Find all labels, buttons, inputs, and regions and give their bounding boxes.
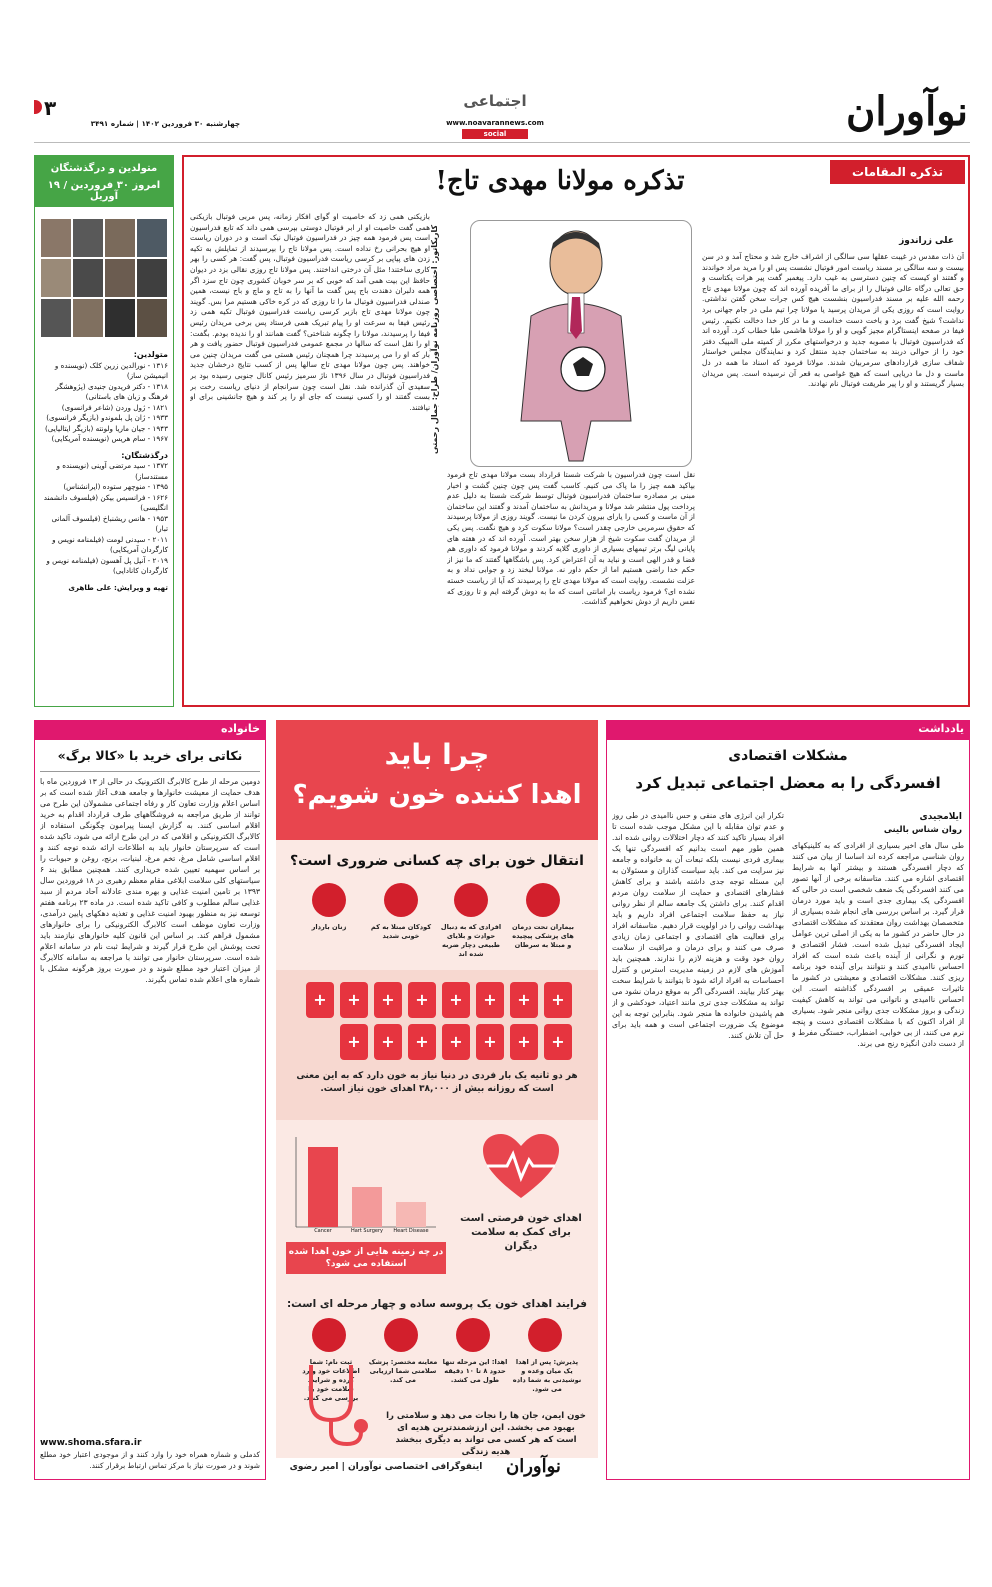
births-header <box>34 155 174 207</box>
masthead-rule <box>34 142 970 143</box>
born-item: ۱۹۳۳ - ژان پل بلموندو (بازیگر فرانسوی) <box>46 413 168 422</box>
bar-cancer <box>308 1147 338 1227</box>
step-label: پذیرش: پس از اهدا یک میان وعده و نوشیدنی به شما داده می شود. <box>512 1358 582 1393</box>
info-headline-1: چرا باید <box>384 738 490 771</box>
bar-chart-panel <box>286 1132 446 1282</box>
page-number-mark <box>34 100 42 114</box>
portrait-4 <box>40 218 72 258</box>
note-tag: یادداشت <box>606 720 970 740</box>
born-item: ۱۹۶۷ - سام هریس (نویسنده آمریکایی) <box>51 434 168 443</box>
bar-label: Cancer <box>314 1228 332 1234</box>
child-icon <box>384 883 418 917</box>
born-item: ۱۳۱۸ - دکتر فریدون جنیدی (پژوهشگر فرهنگ و زبان های باستانی) <box>55 381 168 401</box>
blood-bag-icon <box>340 982 368 1018</box>
who-label: زنان باردار <box>311 923 347 931</box>
blood-bag-icon <box>306 982 334 1018</box>
blood-bag-icon <box>544 1024 572 1060</box>
snack-icon <box>528 1318 562 1352</box>
masthead-website[interactable]: www.noavarannews.com <box>446 119 544 127</box>
blood-bag-icon <box>476 1024 504 1060</box>
patient-icon <box>526 883 560 917</box>
bar-question: در چه زمینه هایی از خون اهدا شده استفاده می شود؟ <box>286 1242 446 1274</box>
portrait-8 <box>40 258 72 298</box>
family-website[interactable]: www.shoma.sfara.ir <box>40 1438 142 1448</box>
portrait-10 <box>104 298 136 338</box>
born-item: ۱۸۲۱ - ژول وردن (شاعر فرانسوی) <box>61 402 168 412</box>
info-opportunity: اهدای خون فرصتی است برای کمک به سلامت دیگران <box>460 1213 582 1252</box>
portrait-6 <box>104 258 136 298</box>
blood-bag-icon <box>442 1024 470 1060</box>
blood-bag-icon <box>442 982 470 1018</box>
masthead-date: چهارشنبه ۳۰ فروردین ۱۴۰۲ | شماره ۳۴۹۱ <box>90 119 240 128</box>
family-tag: خانواده <box>34 720 266 740</box>
blood-bag-icon <box>374 1024 402 1060</box>
step-label: ثبت نام: شما اطلاعات خود وارد کرده و شرایط سلامت خود را بررسی می کنید. <box>302 1358 360 1402</box>
portrait-1 <box>136 218 168 258</box>
bar-label: Hart Surgery <box>350 1228 383 1234</box>
died-item: ۲۰۱۱ - سیدنی لومت (فیلمنامه نویس و کارگردان آمریکایی) <box>52 534 168 554</box>
masthead-section: اجتماعی <box>463 92 527 110</box>
blood-bag-icon <box>408 1024 436 1060</box>
blood-bag-icon <box>544 982 572 1018</box>
died-item: ۱۳۹۵ - منوچهر ستوده (ایرانشناس) <box>63 482 168 491</box>
who-label: بیماران تحت درمان های پزشکی پیچیده و مبتلا به سرطان <box>512 923 574 949</box>
caricature-credit: کاریکاتور: اختصاصی روزنامه نوآوران/ طراح: جمال رحمتی <box>430 225 439 455</box>
tazkara-headline: تذکره مولانا مهدی تاج! <box>435 166 685 196</box>
family-headline: نکاتی برای خرید با «کالا برگ» <box>57 748 243 763</box>
blood-bag-icon <box>340 1024 368 1060</box>
portrait-2 <box>104 218 136 258</box>
info-stat: هر دو ثانیه یک بار فردی در دنیا نیاز به خون دارد که به این معنی است که روزانه بیش از ۳۸,۰۰۰ اهدای خون نیاز است. <box>296 1071 578 1094</box>
step-label: معاینه مختصر: پزشک سلامتی شما ارزیابی می کند. <box>368 1358 438 1384</box>
portrait-3 <box>72 218 104 258</box>
who-label: افرادی که به دنبال حوادث و بلایای طبیعی دچار ضربه شده اند <box>440 923 502 958</box>
masthead-logo: نوآوران <box>845 88 968 135</box>
blood-bag-icon <box>374 982 402 1018</box>
info-process-title: فرایند اهدای خون یک پروسه ساده و چهار مرحله ای است: <box>286 1298 588 1310</box>
born-section <box>40 350 168 593</box>
masthead-section-en: social <box>462 129 528 139</box>
who-label: کودکان مبتلا به کم خونی شدید <box>370 923 432 940</box>
portrait-7 <box>72 258 104 298</box>
portrait-grid <box>40 218 168 338</box>
accident-icon <box>454 883 488 917</box>
portrait-9 <box>136 298 168 338</box>
info-headline-2: اهدا کننده خون شویم؟ <box>292 780 582 810</box>
died-item: ۲۰۱۹ - آنیل پل آهسون (فیلمنامه نویس و کارگردان کانادایی) <box>46 555 168 575</box>
family-body-2: کدملی و شماره همراه خود را وارد کنند و از موجودی اعتبار خود مطلع شوند و در صورت نیاز با مرکز تماس ارتباط برقرار کنند. <box>40 1450 260 1470</box>
tazkara-col-1: آن ذات مقدس در غیبت عقلها سی سالگی از اشراف خارج شد و محتاج آمد و در سن بیست و سه سالگی بر مسند ریاست امور فوتبال نشست پس او را مرید مراد خواندند و گفتند او کیست که چنین دسترسی به غیب دارد. پیغمبر گفت پیر هرات یکتاست و حق تعالی درگاه عالی فوتبال را از برای ما آفریده آورده اند که چون مولانا مهدی تاج رحمه الله علیه بر مسند فدراسیون بنشست هیچ کس جرات سخن گفتن نداشتی. روایت است که روزی یکی از مریدان پرسید یا مولانا چرا تیم ملی در جام جهانی برد نداشت؟ شیخ گفت برد و باخت دست خداست و ما در کار خدا دخالت نکنیم. رئیس فیفا در صفحه اینستاگرام مجیز گویی و او را مولانا هاشمی طبا خطاب کرد. آورده اند که فدراسیون فوتبال با مصوبه جدید و درخواستهای مکرر از کمیته ملی المپیک دفتر خود را از حوالی دربند به ساختمان جدید منتقل کرد و نمایندگان مجلس خواستار شفاف سازی قراردادهای سرمربیان شدند. مولانا فرمود که اسناد ما همه در دل ماست و دل ما دریایی است که هیچ غواصی به قعر آن نرسیده است. پس مریدان بسیار گریستند و او را پیر طریقت فوتبال نام نهادند. <box>702 252 964 389</box>
births-title-1: متولدین و درگذشتگان <box>50 163 158 174</box>
registration-icon <box>312 1318 346 1352</box>
note-author-title: روان شناس بالینی <box>883 825 962 835</box>
bar-label: Heart Disease <box>393 1228 429 1234</box>
portrait-5 <box>136 258 168 298</box>
info-logo: نوآوران <box>506 1456 561 1477</box>
blood-bag-icon <box>510 1024 538 1060</box>
blood-bag-icon <box>510 982 538 1018</box>
bar-heart-disease <box>396 1202 426 1227</box>
tazkara-tag: تذکره المقامات <box>830 160 965 184</box>
died-item: ۱۹۵۳ - هانس ریشنباخ (فیلسوف آلمانی تبار) <box>51 513 168 533</box>
died-item: ۱۳۷۲ - سید مرتضی آوینی (نویسنده و مستندساز) <box>56 461 168 481</box>
heart-panel <box>456 1132 586 1282</box>
family-body: دومین مرحله از طرح کالابرگ الکترونیک در حالی از ۱۳ فروردین ماه با هدف حمایت از معیشت خانوارها و جامعه هدف آغاز شده است که بر اساس اعلام وزارت تعاون کار و رفاه اجتماعی مشمولان این طرح می توانند از طریق مراجعه به فروشگاههای طرف قرارداد اقدام به خرید اقلام اساسی کنند. به گزارش ایسنا پیرامون چگونگی استفاده از کالابرگ الکترونیکی و اقلامی که در این طرح ارائه می شود، تاکید شده است که سرپرستان خانوار باید به اطلاعات ارائه شده توجه کنند و اقلام اساسی شامل مرغ، تخم مرغ، لبنیات، برنج، روغن و حبوبات را بر اساس سهمیه تعیین شده خریداری کنند. همچنین مطابق بند ۶ سیاستهای کلی سلامت ابلاغی مقام معظم رهبری در ۱۸ فروردین سال ۱۳۹۳ بر تامین امنیت غذایی و بهره مندی عادلانه آحاد مردم از سبد غذایی سالم مطلوب و کافی تاکید شده است. در ماده ۲۳ برنامه هفتم توسعه نیز به منظور بهبود امنیت غذایی و تغذیه دهکهای پایین درآمدی، وزارت تعاون موظف است کالابرگ الکترونیکی را برای خانوارهای مشمول فراهم کند. بر اساس این قانون کلیه خانوارهای نیازمند باید تحت پوشش این طرح قرار گیرند و شرایط ثبت نام در سامانه اعلام شده است. سرپرستان خانوار می توانند با مراجعه به سامانه کالابرگ از میزان اعتبار خود مطلع شوند و در صورت بروز هرگونه مشکل با شماره های اعلام شده تماس بگیرند. <box>40 777 260 984</box>
born-label: متولدین: <box>133 350 168 359</box>
page-number: ۳ <box>44 96 57 120</box>
note-kicker: مشکلات اقتصادی <box>728 748 848 764</box>
heart-pulse-icon <box>481 1132 561 1202</box>
info-closing: خون ایمن، جان ها را نجات می دهد و سلامتی را بهبود می بخشد. این ارزشمندترین هدیه ای است که هر کسی می تواند به دیگری ببخشد هدیه زندگی <box>386 1411 586 1457</box>
tazkara-author: علی زراندوز <box>899 236 954 246</box>
bar-heart-surgery <box>352 1187 382 1227</box>
infographic <box>276 720 598 1480</box>
exam-icon <box>384 1318 418 1352</box>
note-col-2: تکرار این انرژی های منفی و حس ناامیدی در طی روز و عدم توان مقابله با این مشکل موجب شده است تا افراد بسیار تاکید کنند که دچار اختلالات روانی شده اند. همین طور مهم است بدانیم که افسردگی تنها یک بیماری فردی نیست بلکه تبعات آن به خانواده و جامعه نیز سرایت می کند. باید سیاست گذاران و مسئولان به این مسئله توجه جدی داشته باشند و برای کاهش فشارهای اقتصادی و حمایت از سلامت روان مردم اقدام کنند. برای داشتن یک جامعه سالم از نظر روانی نیاز به حفظ سلامت اجتماعی افراد داریم و باید بهداشت روانی را در اولویت قرار دهیم. متاسفانه افراد برای فعالیت های اقتصادی و اجتماعی زمان زیادی صرف می کنند و برای درمان و مراقبت از سلامت روان خود وقت و هزینه لازم را ندارند. همچنین باید آموزش های لازم در زمینه مدیریت استرس و کنترل احساسات به افراد ارائه شود تا بتوانند با شرایط سخت بهتر کنار بیایند. افسردگی اگر به موقع درمان نشود می تواند به مشکلات جدی تری مانند اعتیاد، خودکشی و از هم پاشیدن خانواده ها منجر شود. بنابراین توجه به این موضوع یک ضرورت اجتماعی است و همه باید برای حل آن تلاش کنند. <box>612 811 784 1040</box>
usage-bar-chart <box>286 1132 446 1237</box>
family-headline-rule <box>40 771 260 772</box>
blood-bag-icon <box>476 982 504 1018</box>
caricature-box <box>470 220 692 467</box>
note-author-name: ایلامجیدی <box>919 812 962 822</box>
pregnant-icon <box>312 883 346 917</box>
note-col-1: طی سال های اخیر بسیاری از افرادی که به کلینیکهای روان شناسی مراجعه کرده اند اساسا از بیان می کنند که دچار افسردگی هستند و بیشتر آنها به شرایط اقتصادی اشاره می کنند. متاسفانه برخی از آنها تصور می کنند افسردگی یک ضعف شخصی است در حالی که افسردگی یک بیماری جدی است و باید مورد درمان قرار گیرد. بر اساس بررسی های انجام شده بسیاری از متخصصان بهداشت روان معتقدند که مشکلات اقتصادی در حال حاضر در کشور ما به یکی از اصلی ترین عوامل ایجاد افسردگی تبدیل شده است. فشار اقتصادی و تورم و نگرانی از آینده باعث شده است که افراد احساس ناامیدی کنند و نتوانند برای آینده خود برنامه ریزی کنند. مشکلات اقتصادی و معیشتی در کشور ما تاثیرات عمیقی بر افسردگی گذاشته است. این احساس ناامیدی و ناتوانی می تواند به کاهش کیفیت زندگی و بروز مشکلات جدی روانی منجر شود. بسیاری از افراد اکنون که با مشکلات اقتصادی دست و پنجه نرم می کنند، از بی خوابی، اضطراب، خستگی مفرط و از دست دادن انگیزه رنج می برند. <box>792 841 964 1048</box>
blood-bag-icon <box>408 982 436 1018</box>
portrait-12 <box>40 298 72 338</box>
born-item: ۱۳۱۶ - نورالدین زرین کلک (نویسنده و انیمیشن ساز) <box>54 360 168 380</box>
stethoscope-icon <box>291 1360 381 1450</box>
note-headline: افسردگی را به معضل اجتماعی تبدیل کرد <box>635 774 941 792</box>
caricature-illustration <box>471 221 691 466</box>
step-label: اهدا: این مرحله تنها حدود ۸ تا ۱۰ دقیقه طول می کشد. <box>442 1358 508 1384</box>
info-q1: انتقال خون برای چه کسانی ضروری است؟ <box>290 853 584 869</box>
births-credit: تهیه و ویرایش: علی طاهری <box>68 582 168 592</box>
tazkara-col-3: بازیکنی همی زد که خاصیت او گوای افکار زمانه، پس مربی فوتبال بازیکنی همی گفت خاصیت او ار ابر فوتبال دوستی بپرسی همی داند که تابع فدراسیون است پس فرمود همه چیز در فدراسیون فوتبال نیک است و در دوران ریاست او هیچ بحرانی رخ نداده است. پس مولانا تاج را بپرسیدند از تمایلش به تکیه زدن های پیاپی بر کرسی ریاست فدراسیون فوتبال، پس گفت: هر کسی را بهر کاری ساختند! مثل آن درختی انداختند. پس مولانا تاج روزی نقالی بزد در دیوان حافظ این بیت همی آمد که خوبی که بر سر خوبان کشوری چون تاج سزد اگر همه دلبران دهندت باج پس گفت ما آنها را به تاج و ماچ و باج نیست، همین صندلی فدراسیون فوتبال ما را تا روزی که در کره خاکی هستیم مرا بس. گویند چون مولانا مهدی تاج بازبر کرسی ریاست فدراسیون فوتبال تکیه همی زد رئیس فیفا به سرعت او را پیام تبریک همی فرستاد پس برخی مریدان رئیس فیفا را پرسیدند، مولانا را چگونه شناختی؟ گفت همانند او را ندیده بودم. بگفت: او را نقل است که سالها در مجمع عمومی فدراسیون فوتبال حضور یافت و هر بار که او را می پرسیدند چرا همچنان رئیس هستی می گفت مریدان چنین می خواهند. پس چون مولانا مهدی تاج سالها پس از کسب نتایج درخشان جدید فدراسیون فوتبال در سال ۱۳۹۶ ناژ سرمیز رئیس کانال جنوبی رسیده بود بر سفیدی آن گذرانده شد. نقل است چون سرانجام از دنیای ریاست رخت بر بست گفتند او را کسی نیست که جای او را پر کند و هیچ جانشینی برای او نیافتند. <box>190 212 430 412</box>
tazkara-col-2: نقل است چون فدراسیون با شرکت شستا قرارداد بست مولانا مهدی تاج فرمود بپاکید همه چیز را ما پاک می کنیم. کاسب گفت پس چون چنین گشت و اخبار مبنی بر مصادره ساختمان فدراسیون فوتبال توسط شرکت شستا به دلیل عدم پرداخت پول منتشر شد مولانا و مریدانش به ساختمان آمدند و گفتند این ساختمان از آن ماست و کسی را یارای بیرون کردن ما نیست. گویند روزی از مولانا پرسیدند که حقوق سرمربی خارجی چقدر است؟ مولانا سکوت کرد و هیچ نگفت. پس یکی از مریدان گفت سکوت شیخ از هزار سخن بهتر است. آورده اند که در هفته های پایانی لیگ برتر تیمهای بسیاری از داوری گلایه کردند و مولانا فرمود که داوری هم قضا و قدر الهی است و نباید به آن اعتراض کرد. پس باشگاهها گفتند که ما نیز از حکم خدا راضی هستیم اما از حکم داور نه. مولانا لبخند زد و جوابی نداد و به عزلت نشست. روایت است که مولانا مهدی تاج را پرسیدند که آیا از ریاست خسته نشده ای؟ فرمود ریاست بار امانتی است که ما به دوش گرفته ایم و تا روزی که نفس داریم از دوش نخواهیم گذاشت. <box>447 470 695 607</box>
died-label: درگذشتگان: <box>121 450 168 460</box>
births-title-2: امروز ۳۰ فروردین / ۱۹ آوریل <box>47 180 161 202</box>
info-credit: اینفوگرافی اختصاصی نوآوران | امیر رضوی <box>289 1462 483 1472</box>
born-item: ۱۹۴۳ - جیان ماریا ولونته (بازیگر ایتالیایی) <box>44 423 168 433</box>
donation-icon <box>456 1318 490 1352</box>
portrait-11 <box>72 298 104 338</box>
died-item: ۱۶۲۶ - فرانسیس بیکن (فیلسوف دانشمند انگلیسی) <box>43 492 168 512</box>
